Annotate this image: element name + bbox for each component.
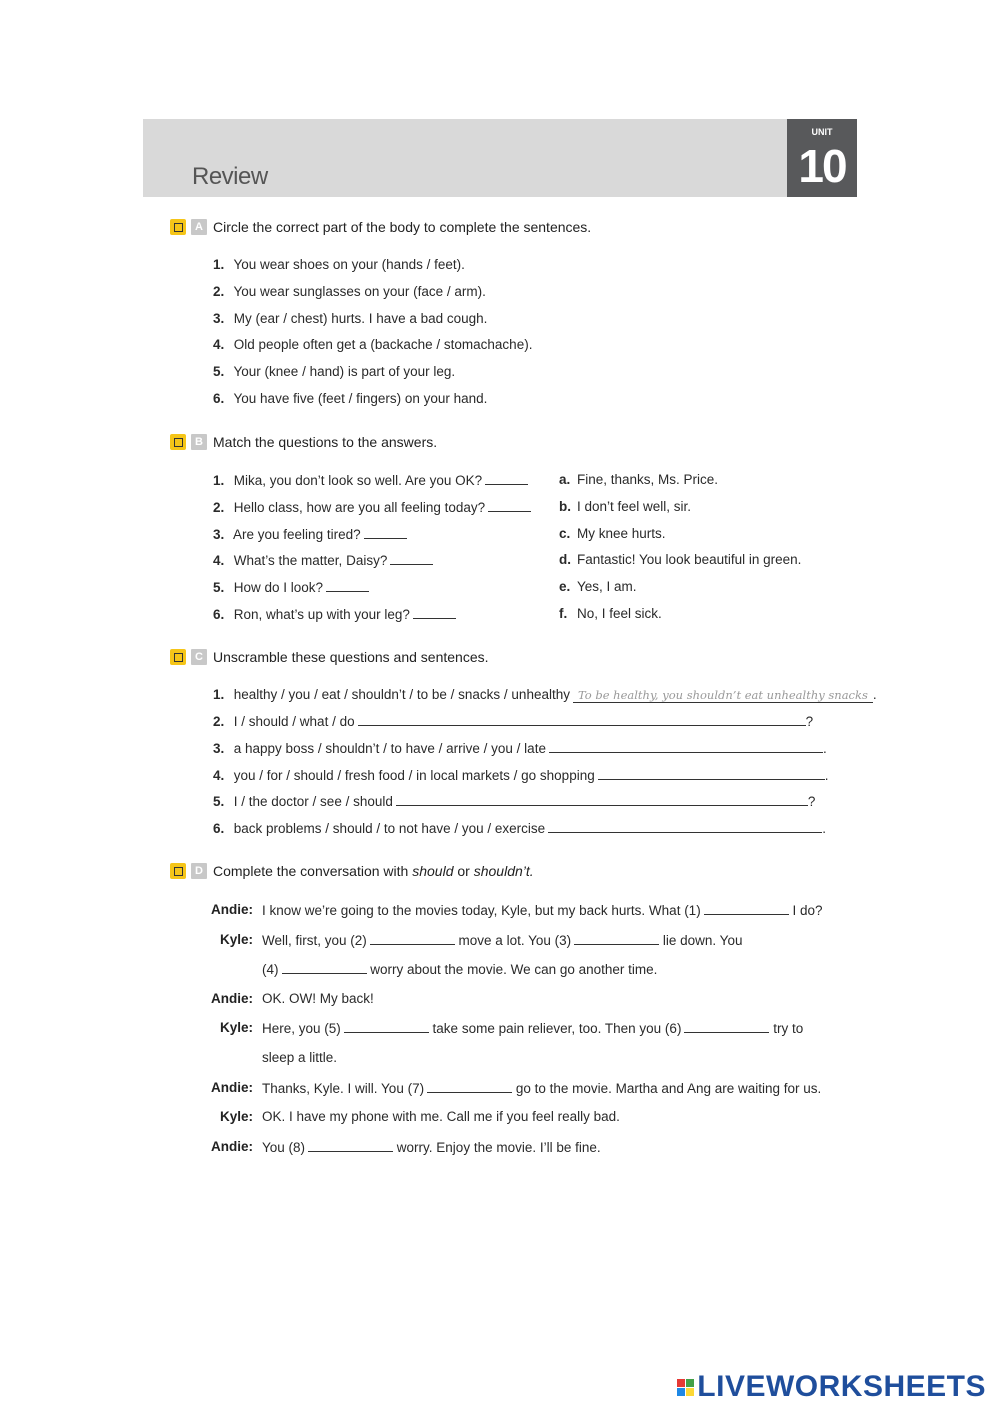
answer-input[interactable]: [549, 740, 823, 753]
unit-number: 10: [798, 140, 846, 192]
pencil-icon: [170, 434, 186, 450]
list-item: 3. a happy boss / shouldn’t / to have / arrive / you / late .: [213, 741, 827, 756]
list-item: 2. I / should / what / do ?: [213, 714, 814, 729]
list-item: 5. Your (knee / hand) is part of your leg.: [213, 364, 456, 379]
list-item: 4. you / for / should / fresh food / in local markets / go shopping .: [213, 768, 829, 783]
section-instruction: Unscramble these questions and sentences.: [213, 649, 489, 665]
brand-name: LIVEWORKSHEETS: [697, 1370, 986, 1403]
section-instruction: Match the questions to the answers.: [213, 434, 438, 450]
question-item: 3. Are you feeling tired?: [213, 526, 407, 542]
answer-blank[interactable]: [485, 472, 528, 485]
speaker-label: Andie:: [211, 902, 253, 917]
answer-option: e. Yes, I am.: [559, 579, 637, 594]
answer-input[interactable]: [548, 820, 822, 833]
question-item: 4. What’s the matter, Daisy?: [213, 552, 433, 568]
answer-option: c. My knee hurts.: [559, 526, 666, 541]
unit-badge: [787, 119, 857, 197]
answer-input[interactable]: To be healthy, you shouldn’t eat unhealthy snacks: [573, 688, 873, 703]
pencil-icon: [170, 649, 186, 665]
dialogue-line: OK. I have my phone with me. Call me if you feel really bad.: [262, 1109, 620, 1124]
page-header: [143, 119, 857, 197]
answer-input[interactable]: [574, 932, 659, 945]
section-c-heading: [170, 647, 489, 667]
pencil-icon: [170, 863, 186, 879]
list-item: 2. You wear sunglasses on your (face / arm).: [213, 284, 486, 299]
answer-blank[interactable]: [364, 526, 407, 539]
answer-input[interactable]: [308, 1139, 393, 1152]
answer-input[interactable]: [704, 902, 789, 915]
speaker-label: Andie:: [211, 1080, 253, 1095]
page-title: Review: [192, 163, 268, 190]
dialogue-line: Thanks, Kyle. I will. You (7) go to the movie. Martha and Ang are waiting for us.: [262, 1081, 822, 1096]
answer-input[interactable]: [427, 1080, 512, 1093]
speaker-label: Andie:: [211, 991, 253, 1006]
logo-grid-icon: [677, 1379, 694, 1396]
section-b-heading: [170, 432, 437, 452]
liveworksheets-logo[interactable]: [677, 1370, 986, 1404]
dialogue-line: I know we’re going to the movies today, Kyle, but my back hurts. What (1) I do?: [262, 903, 823, 918]
list-item: 6. You have five (feet / fingers) on your hand.: [213, 391, 488, 406]
section-letter: C: [191, 649, 207, 665]
answer-option: d. Fantastic! You look beautiful in green.: [559, 552, 802, 567]
section-a-heading: [170, 217, 591, 237]
answer-input[interactable]: [598, 767, 825, 780]
section-letter: B: [191, 434, 207, 450]
answer-option: b. I don’t feel well, sir.: [559, 499, 692, 514]
answer-blank[interactable]: [488, 499, 531, 512]
answer-blank[interactable]: [390, 552, 433, 565]
speaker-label: Kyle:: [219, 1109, 253, 1124]
answer-option: a. Fine, thanks, Ms. Price.: [559, 472, 719, 487]
dialogue-line: OK. OW! My back!: [262, 991, 374, 1006]
unit-label: UNIT: [811, 127, 833, 137]
question-item: 2. Hello class, how are you all feeling today?: [213, 499, 531, 515]
answer-input[interactable]: [344, 1020, 429, 1033]
answer-input[interactable]: [370, 932, 455, 945]
list-item: 5. I / the doctor / see / should ?: [213, 794, 816, 809]
answer-input[interactable]: [358, 713, 806, 726]
answer-blank[interactable]: [413, 606, 456, 619]
pencil-icon: [170, 219, 186, 235]
list-item: 3. My (ear / chest) hurts. I have a bad cough.: [213, 311, 488, 326]
speaker-label: Kyle:: [219, 1020, 253, 1035]
answer-input[interactable]: [684, 1020, 769, 1033]
dialogue-line: You (8) worry. Enjoy the movie. I’ll be fine.: [262, 1140, 601, 1155]
answer-input[interactable]: [396, 793, 808, 806]
question-item: 1. Mika, you don’t look so well. Are you OK?: [213, 472, 528, 488]
section-letter: D: [191, 863, 207, 879]
speaker-label: Kyle:: [219, 932, 253, 947]
list-item: 4. Old people often get a (backache / stomachache).: [213, 337, 533, 352]
question-item: 5. How do I look?: [213, 579, 369, 595]
section-instruction: Circle the correct part of the body to complete the sentences.: [213, 219, 592, 235]
dialogue-line: (4) worry about the movie. We can go another time.: [262, 962, 658, 977]
dialogue-line: Well, first, you (2) move a lot. You (3) lie down. You: [262, 933, 743, 948]
list-item: 6. back problems / should / to not have / you / exercise .: [213, 821, 826, 836]
question-item: 6. Ron, what’s up with your leg?: [213, 606, 456, 622]
dialogue-line: Here, you (5) take some pain reliever, too. Then you (6) try to: [262, 1021, 804, 1036]
section-d-heading: [170, 861, 534, 881]
speaker-label: Andie:: [211, 1139, 253, 1154]
answer-blank[interactable]: [326, 579, 369, 592]
list-item: 1. You wear shoes on your (hands / feet).: [213, 257, 465, 272]
section-letter: A: [191, 219, 207, 235]
list-item: 1. healthy / you / eat / shouldn’t / to be / snacks / unhealthy To be healthy, you shouldn’t eat unhealthy snacks .: [213, 687, 877, 702]
answer-option: f. No, I feel sick.: [559, 606, 662, 621]
section-instruction: Complete the conversation with should or shouldn’t.: [213, 863, 534, 879]
answer-input[interactable]: [282, 961, 367, 974]
dialogue-line: sleep a little.: [262, 1050, 338, 1065]
